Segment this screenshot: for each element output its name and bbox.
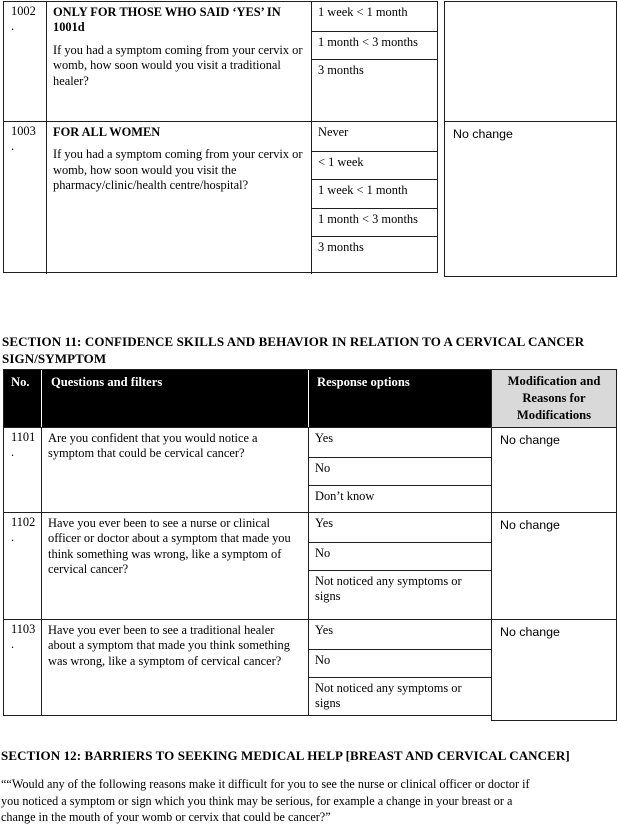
response-option: Yes	[315, 623, 334, 637]
table-header-row	[4, 370, 492, 427]
response-option: 3 months	[312, 59, 437, 121]
question-cell-1003	[46, 122, 311, 274]
modification-cell-1003: No change	[445, 121, 616, 276]
section-11-heading	[2, 334, 616, 367]
response-option: 1 week < 1 month	[312, 179, 437, 208]
response-option: Never	[318, 125, 349, 139]
section-11-modification-column	[491, 369, 617, 721]
question-cell-1103	[41, 620, 308, 715]
response-option: Yes	[315, 516, 334, 530]
section-11-table-main-columns	[3, 369, 493, 716]
response-options-cell-1102	[308, 513, 492, 619]
intro-line: ““Would any of the following reasons make it difficult for you to see the nurse or clinical officer or doctor if	[1, 777, 530, 791]
response-option: No	[309, 649, 492, 678]
question-number: 1103	[11, 622, 36, 636]
modification-cell-1002	[445, 2, 616, 121]
question-number-1103	[4, 620, 41, 715]
table-row-1003	[4, 121, 437, 274]
table-row-1002	[4, 2, 437, 121]
question-text: Have you ever been to see a traditional healer about a symptom that made you think something was wrong, like a symptom of cervical cancer?	[48, 623, 290, 668]
response-option: 3 months	[312, 236, 437, 274]
question-cell-1102	[41, 513, 308, 619]
modification-cell-1103: No change	[492, 619, 616, 720]
intro-line: change in the mouth of your womb or cervix that could be cancer?”	[1, 810, 331, 824]
section-12-heading: SECTION 12: BARRIERS TO SEEKING MEDICAL HELP [BREAST AND CERVICAL CANCER]	[1, 748, 570, 763]
top-table-modification-column	[444, 1, 617, 277]
question-text: If you had a symptom coming from your cervix or womb, how soon would you visit a traditional healer?	[53, 42, 303, 88]
question-number-dot: .	[11, 19, 15, 33]
response-option: Not noticed any symptoms or signs	[309, 677, 492, 715]
intro-line: you noticed a symptom or sign which you think may be serious, for example a change in your breast or a	[1, 793, 513, 808]
response-option: Don’t know	[309, 485, 492, 512]
question-cell-1101	[41, 428, 308, 512]
question-number-dot: .	[11, 445, 15, 459]
response-option: No	[309, 457, 492, 486]
question-text: Have you ever been to see a nurse or clinical officer or doctor about a symptom that made you think something was wrong, like a symptom of cervical cancer?	[48, 516, 291, 577]
section-11-heading-line2: SIGN/SYMPTOM	[2, 350, 107, 366]
response-options-cell-1101	[308, 428, 492, 512]
question-number-dot: .	[11, 637, 15, 651]
section-12-intro-paragraph	[1, 776, 618, 826]
question-number: 1102	[11, 515, 36, 529]
question-cell-1002	[46, 2, 311, 121]
section-11-heading-line1: SECTION 11: CONFIDENCE SKILLS AND BEHAVIOR IN RELATION TO A CERVICAL CANCER	[2, 334, 585, 349]
response-option: Yes	[315, 431, 334, 445]
question-number: 1101	[11, 430, 36, 444]
question-number: 1002	[11, 4, 36, 18]
table-row-1103	[4, 619, 492, 715]
top-table-main-columns	[3, 1, 438, 273]
question-filter: ONLY FOR THOSE WHO SAID ‘YES’ IN 1001d	[53, 5, 281, 35]
question-number: 1003	[11, 124, 36, 138]
header-questions-and-filters: Questions and filters	[41, 370, 308, 427]
response-option: 1 week < 1 month	[318, 5, 408, 19]
question-number-1002	[4, 2, 46, 121]
header-no: No.	[11, 375, 30, 389]
header-modification: Modification and Reasons for Modifications	[492, 370, 616, 427]
question-text: If you had a symptom coming from your cervix or womb, how soon would you visit the pharmacy/clinic/health centre/hospital?	[53, 147, 303, 193]
table-row-1102	[4, 512, 492, 619]
modification-cell-1101: No change	[492, 427, 616, 512]
response-option: < 1 week	[312, 151, 437, 180]
question-number-dot: .	[11, 530, 15, 544]
response-options-cell-1103	[308, 620, 492, 715]
question-number-1102	[4, 513, 41, 619]
questionnaire-table-top	[3, 1, 617, 277]
response-option: 1 month < 3 months	[312, 31, 437, 60]
question-number-1003	[4, 122, 46, 274]
header-response-options: Response options	[308, 370, 492, 427]
response-option: 1 month < 3 months	[312, 208, 437, 237]
question-text: Are you confident that you would notice a symptom that could be cervical cancer?	[48, 431, 258, 461]
response-options-cell-1003	[311, 122, 437, 274]
modification-cell-1102: No change	[492, 512, 616, 619]
response-option: Not noticed any symptoms or signs	[309, 570, 492, 619]
response-options-cell-1002	[311, 2, 437, 121]
section-11-table	[3, 369, 617, 721]
response-option: No	[309, 542, 492, 571]
question-number-dot: .	[11, 139, 15, 153]
question-number-1101	[4, 428, 41, 512]
question-filter: FOR ALL WOMEN	[53, 125, 161, 139]
table-row-1101	[4, 427, 492, 512]
